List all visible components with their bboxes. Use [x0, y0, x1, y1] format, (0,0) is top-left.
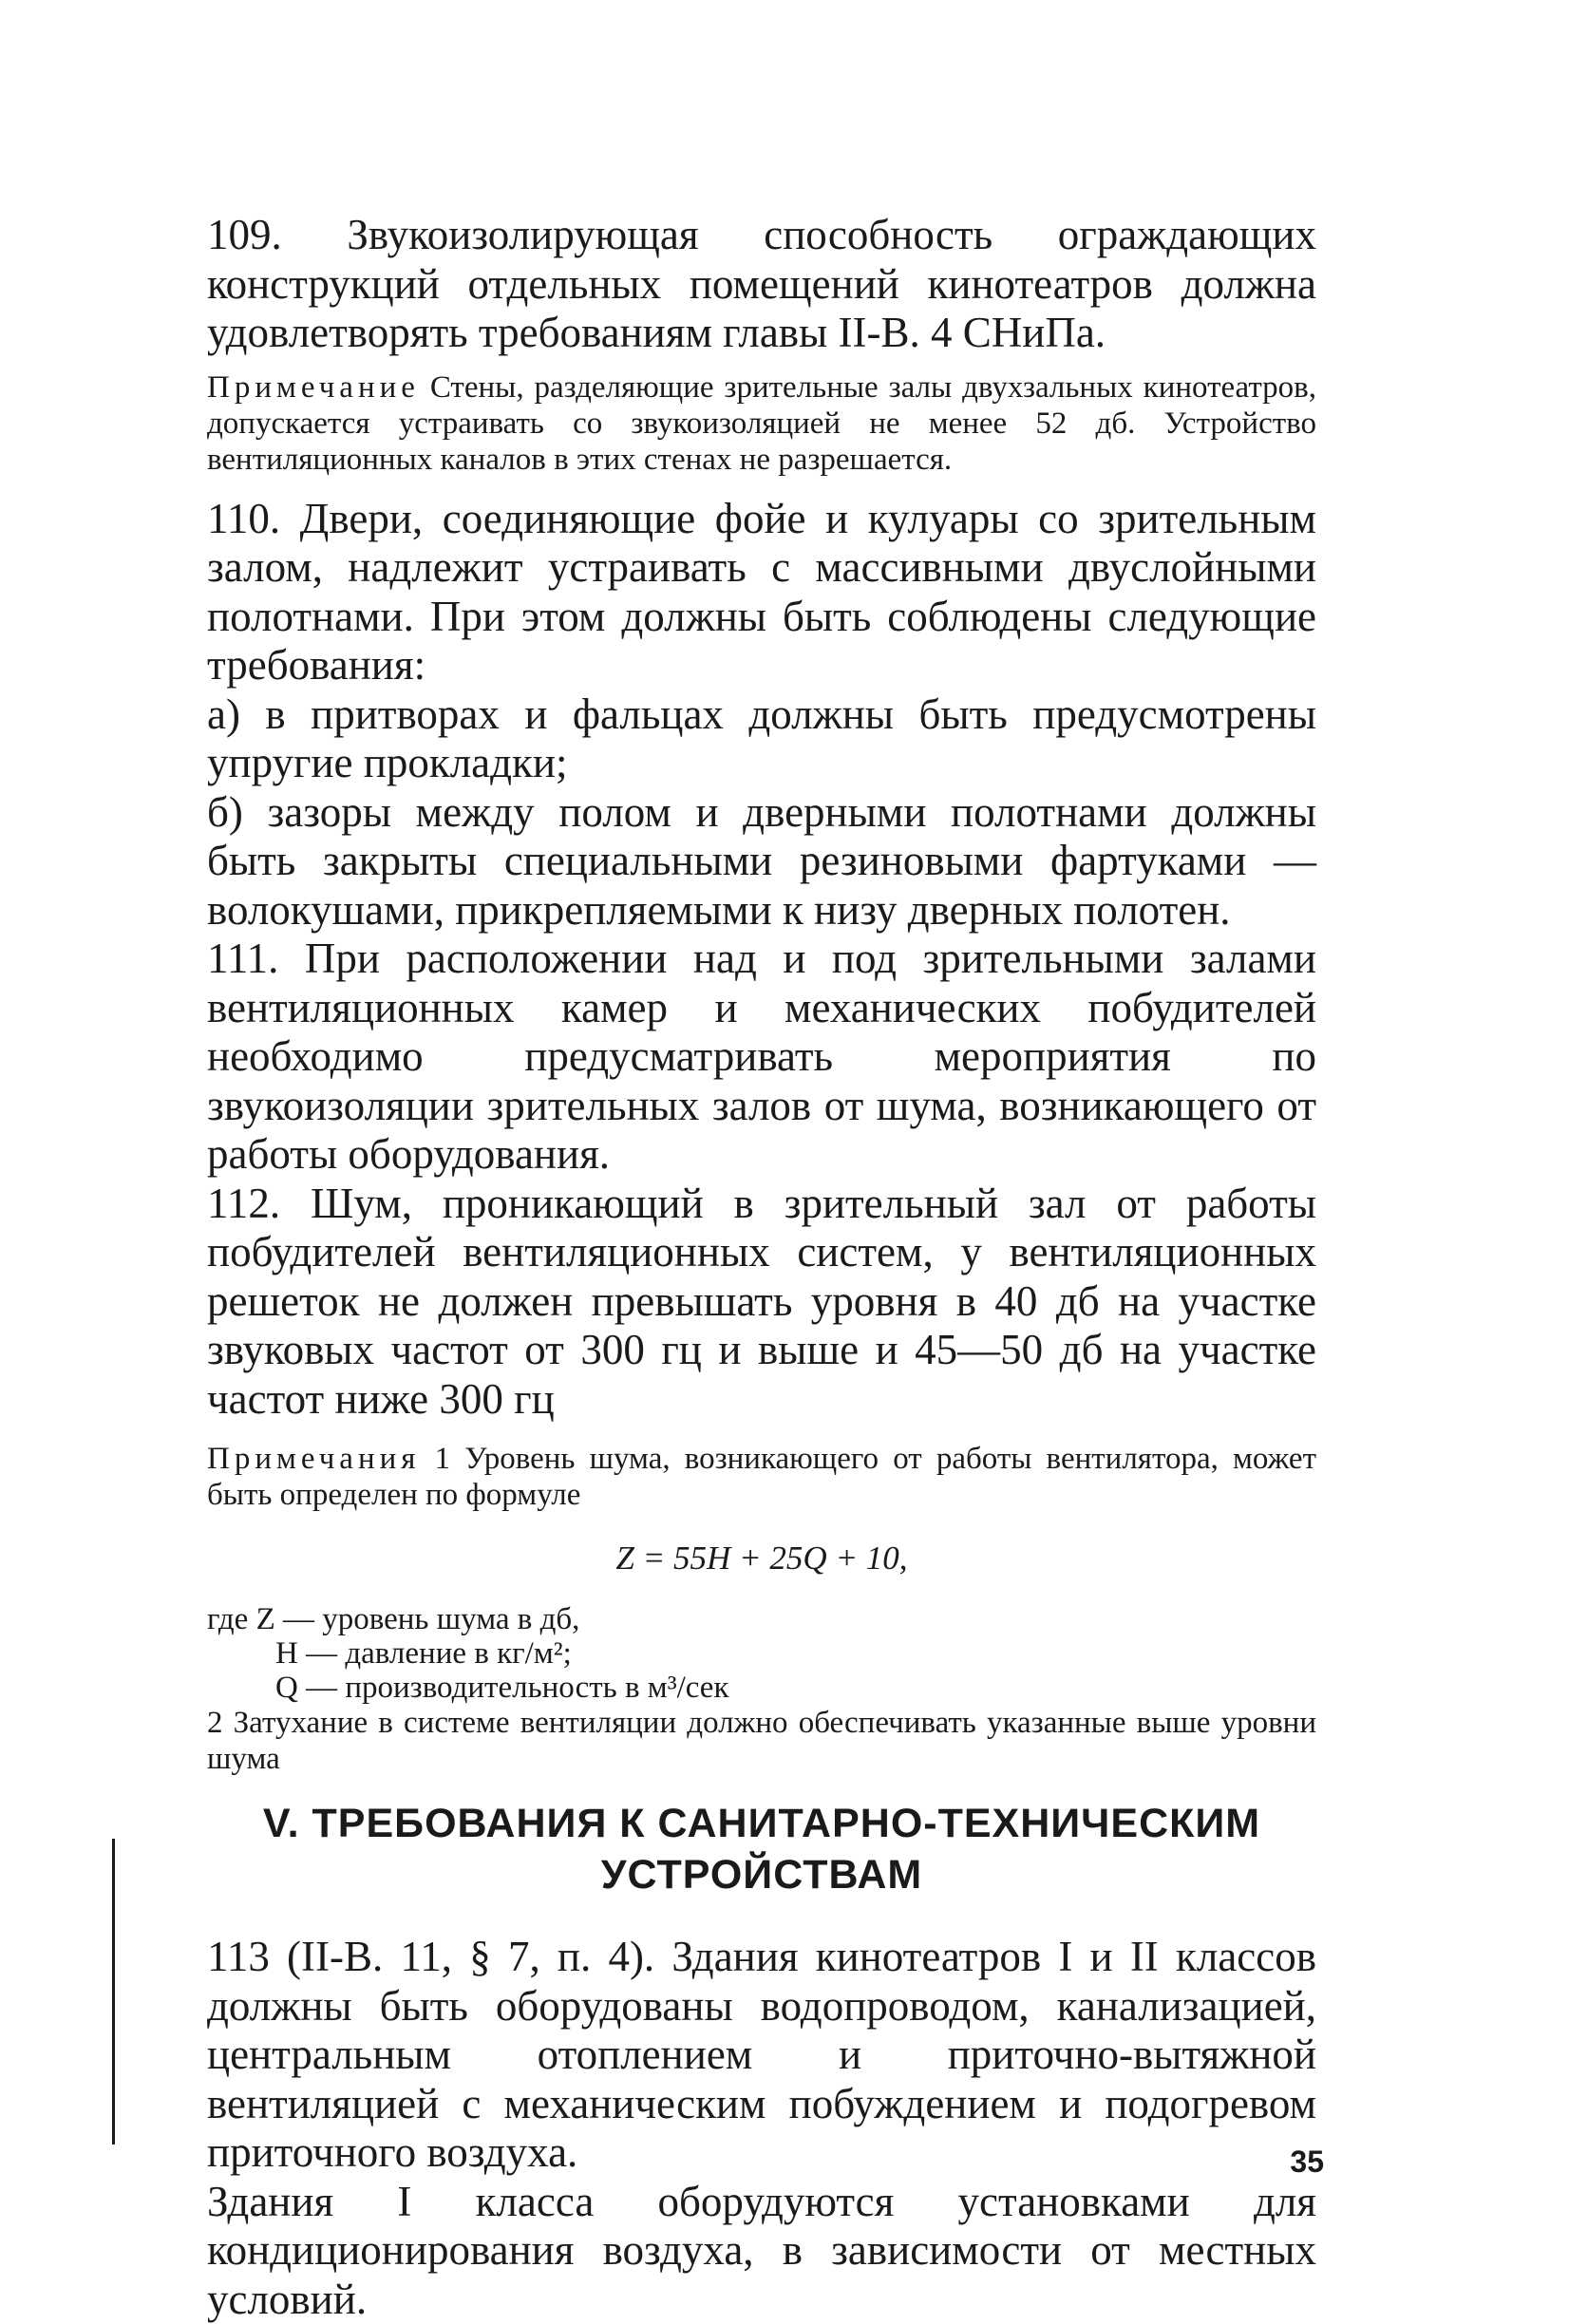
page-number: 35: [1290, 2145, 1324, 2180]
note-112-item-2: 2 Затухание в системе вентиляции должно обеспечивать указанные выше уровни шума: [207, 1705, 1316, 1777]
paragraph-111: 111. При расположении над и под зрительными залами вентиляционных камер и механических побудителей необходимо предусматривать мероприятия по звукоизоляции зрительных залов от шума, возникающего от работы оборудования.: [207, 935, 1316, 1180]
legend-q: Q — производительность в м³/сек: [207, 1671, 1316, 1705]
notes-label: Примечания: [207, 1442, 420, 1476]
section-heading: V. ТРЕБОВАНИЯ К САНИТАРНО-ТЕХНИЧЕСКИМ УСТРОЙСТВАМ: [207, 1798, 1316, 1900]
paragraph-109: 109. Звукоизолирующая способность ограждающих конструкций отдельных помещений кинотеатров должна удовлетворять требованиям главы II-В. 4 СНиПа.: [207, 211, 1316, 358]
legend-h: H — давление в кг/м²;: [207, 1636, 1316, 1671]
note-112-item-1: 1 Уровень шума, возникающего от работы вентилятора, может быть определен по формуле: [207, 1442, 1316, 1512]
formula-legend: [207, 1602, 1316, 1705]
note-109: [207, 369, 1316, 478]
page-content: [207, 211, 1316, 2324]
paragraph-110-a: а) в притворах и фальцах должны быть предусмотрены упругие прокладки;: [207, 690, 1316, 788]
note-text: Стены, разделяющие зрительные залы двухзальных кинотеатров, допускается устраивать со звукоизоляцией не менее 52 дб. Устройство вентиляционных каналов в этих стенах не разрешается.: [207, 370, 1316, 477]
legend-z: где Z — уровень шума в дб,: [207, 1602, 1316, 1636]
noise-formula: Z = 55H + 25Q + 10,: [207, 1540, 1316, 1578]
note-label: Примечание: [207, 370, 420, 405]
paragraph-112: 112. Шум, проникающий в зрительный зал от работы побудителей вентиляционных систем, у вентиляционных решеток не должен превышать уровня в 40 дб на участке звуковых частот от 300 гц и выше и 45—50 дб на участке частот ниже 300 гц: [207, 1180, 1316, 1425]
note-112: [207, 1441, 1316, 1513]
paragraph-110: 110. Двери, соединяющие фойе и кулуары со зрительным залом, надлежит устраивать с массивными двуслойными полотнами. При этом должны быть соблюдены следующие требования:: [207, 495, 1316, 690]
paragraph-113-b: Здания I класса оборудуются установками для кондиционирования воздуха, в зависимости от местных условий.: [207, 2178, 1316, 2324]
paragraph-110-b: б) зазоры между полом и дверными полотнами должны быть закрыты специальными резиновыми фартуками — волокушами, прикрепляемыми к низу дверных полотен.: [207, 788, 1316, 935]
margin-revision-bar: [112, 1839, 115, 2145]
paragraph-113: 113 (II-В. 11, § 7, п. 4). Здания кинотеатров I и II классов должны быть оборудованы водопроводом, канализацией, центральным отоплением и приточно-вытяжной вентиляцией с механическим побуждением и подогревом приточного воздуха.: [207, 1933, 1316, 2178]
